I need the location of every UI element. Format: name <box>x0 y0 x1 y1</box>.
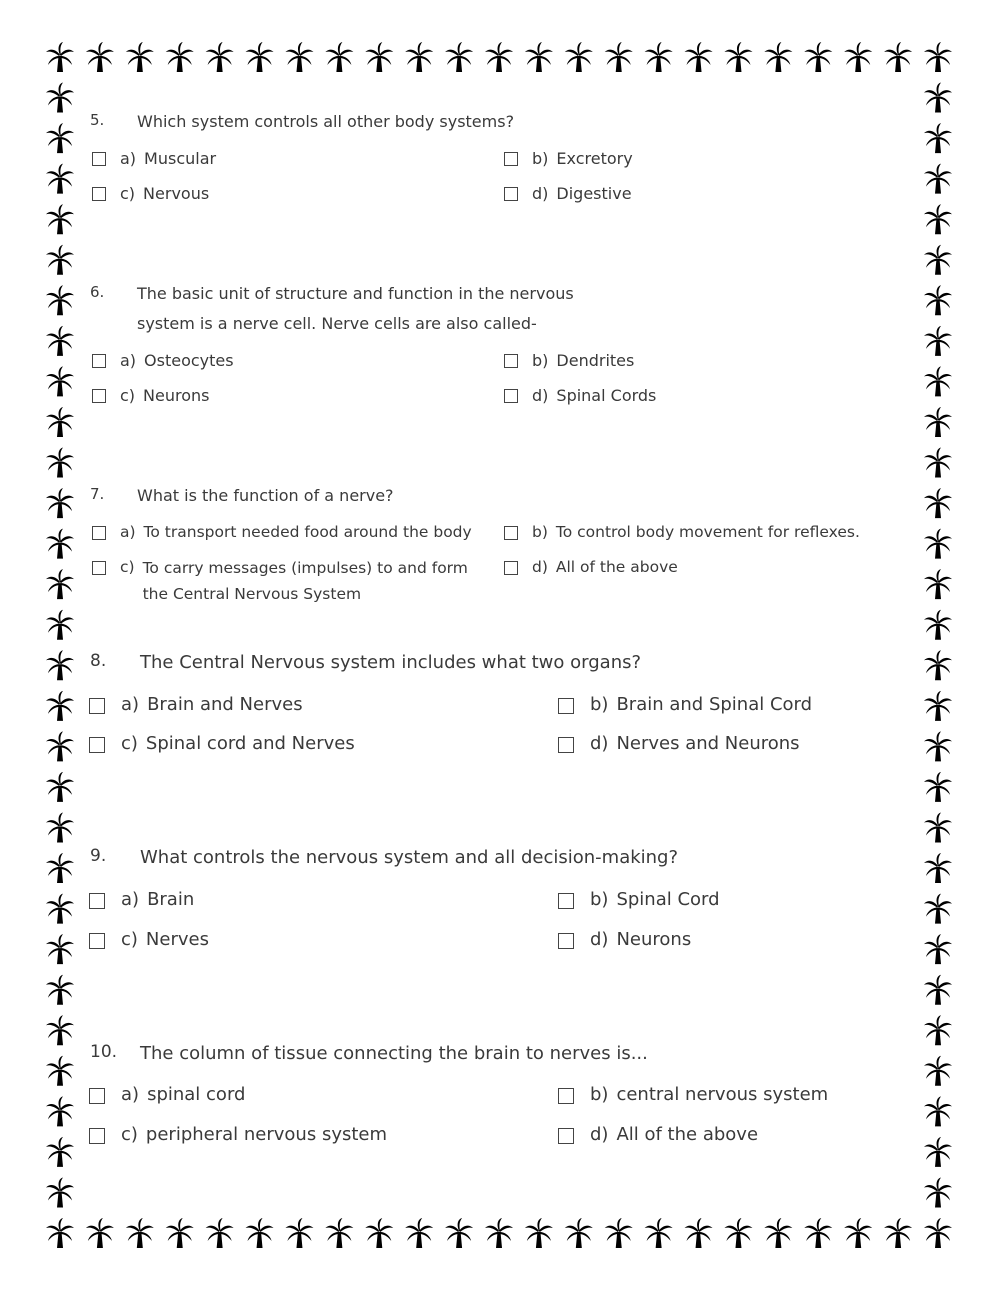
question-number: 9. <box>90 846 107 866</box>
palm-tree-icon <box>445 42 473 72</box>
option-text: Dendrites <box>556 351 635 370</box>
palm-tree-icon <box>724 1218 752 1248</box>
palm-tree-icon <box>645 1218 673 1248</box>
palm-tree-icon <box>325 42 353 72</box>
palm-tree-icon <box>86 42 114 72</box>
option-text: Nerves and Neurons <box>616 733 800 754</box>
palm-tree-icon <box>924 650 952 680</box>
option-a[interactable]: a) To transport needed food around the body <box>92 523 472 541</box>
option-a[interactable]: a) Muscular <box>92 149 216 168</box>
palm-tree-icon <box>46 529 74 559</box>
palm-tree-icon <box>924 1096 952 1126</box>
checkbox[interactable] <box>92 152 106 166</box>
option-c[interactable]: c) Spinal cord and Nerves <box>89 733 355 754</box>
palm-tree-icon <box>924 448 952 478</box>
option-text: Excretory <box>556 149 633 168</box>
palm-tree-icon <box>46 610 74 640</box>
palm-tree-icon <box>525 42 553 72</box>
option-text: Brain <box>147 889 195 910</box>
palm-tree-icon <box>46 204 74 234</box>
option-text: Osteocytes <box>144 351 234 370</box>
option-b[interactable]: b) Dendrites <box>504 351 634 370</box>
palm-tree-icon <box>924 569 952 599</box>
palm-tree-icon <box>924 204 952 234</box>
question-text-line-2: system is a nerve cell. Nerve cells are also called- <box>137 314 537 333</box>
option-text: Digestive <box>556 184 632 203</box>
palm-tree-icon <box>46 569 74 599</box>
palm-tree-icon <box>46 164 74 194</box>
option-text: peripheral nervous system <box>145 1124 388 1145</box>
palm-tree-icon <box>764 42 792 72</box>
palm-tree-icon <box>924 1137 952 1167</box>
checkbox[interactable] <box>558 1088 574 1104</box>
palm-tree-icon <box>166 42 194 72</box>
option-text: Nerves <box>145 929 209 950</box>
palm-tree-icon <box>46 448 74 478</box>
palm-tree-icon <box>46 42 74 72</box>
palm-tree-icon <box>46 1015 74 1045</box>
checkbox[interactable] <box>89 737 105 753</box>
palm-tree-icon <box>924 610 952 640</box>
option-text: To transport needed food around the body <box>143 523 472 541</box>
palm-tree-icon <box>46 285 74 315</box>
option-c[interactable]: c) Nervous <box>92 184 209 203</box>
question-number: 8. <box>90 651 107 671</box>
palm-tree-icon <box>924 812 952 842</box>
question-text: The Central Nervous system includes what two organs? <box>140 652 642 673</box>
option-text: To control body movement for reflexes. <box>555 523 860 541</box>
checkbox[interactable] <box>504 526 518 540</box>
option-text: Neurons <box>143 386 210 405</box>
palm-tree-icon <box>924 488 952 518</box>
palm-tree-icon <box>46 731 74 761</box>
question-number: 7. <box>90 485 105 503</box>
palm-tree-icon <box>46 123 74 153</box>
option-text: Muscular <box>144 149 217 168</box>
palm-tree-icon <box>206 42 234 72</box>
palm-tree-icon <box>325 1218 353 1248</box>
palm-tree-icon <box>844 42 872 72</box>
palm-tree-icon <box>46 894 74 924</box>
palm-tree-icon <box>46 1096 74 1126</box>
option-text: central nervous system <box>616 1084 829 1105</box>
checkbox[interactable] <box>558 893 574 909</box>
option-a[interactable]: a) Brain <box>89 889 194 910</box>
palm-tree-icon <box>485 42 513 72</box>
palm-tree-icon <box>46 83 74 113</box>
checkbox[interactable] <box>89 933 105 949</box>
option-d[interactable]: d) All of the above <box>504 558 678 576</box>
checkbox[interactable] <box>92 187 106 201</box>
checkbox[interactable] <box>504 152 518 166</box>
checkbox[interactable] <box>89 1088 105 1104</box>
option-text-line-2: the Central Nervous System <box>142 585 362 603</box>
palm-tree-icon <box>365 42 393 72</box>
palm-tree-icon <box>924 83 952 113</box>
palm-tree-icon <box>86 1218 114 1248</box>
option-text: Spinal Cords <box>556 386 657 405</box>
palm-tree-icon <box>246 1218 274 1248</box>
option-text: All of the above <box>616 1124 759 1145</box>
palm-tree-icon <box>764 1218 792 1248</box>
checkbox[interactable] <box>89 893 105 909</box>
palm-tree-icon <box>405 42 433 72</box>
checkbox[interactable] <box>92 526 106 540</box>
option-b[interactable]: b) Excretory <box>504 149 633 168</box>
palm-tree-icon <box>924 975 952 1005</box>
checkbox[interactable] <box>89 698 105 714</box>
palm-tree-icon <box>884 42 912 72</box>
palm-tree-icon <box>924 245 952 275</box>
palm-tree-icon <box>46 1137 74 1167</box>
palm-tree-icon <box>46 650 74 680</box>
palm-tree-icon <box>844 1218 872 1248</box>
palm-tree-icon <box>126 42 154 72</box>
option-text: Spinal Cord <box>616 889 720 910</box>
checkbox[interactable] <box>92 389 106 403</box>
checkbox[interactable] <box>89 1128 105 1144</box>
palm-tree-icon <box>46 326 74 356</box>
option-b[interactable]: b) Brain and Spinal Cord <box>558 694 812 715</box>
option-text: spinal cord <box>147 1084 246 1105</box>
option-d[interactable]: d) Digestive <box>504 184 632 203</box>
palm-tree-icon <box>46 407 74 437</box>
checkbox[interactable] <box>504 561 518 575</box>
palm-tree-icon <box>924 326 952 356</box>
palm-tree-icon <box>485 1218 513 1248</box>
option-d[interactable]: d) Neurons <box>558 929 691 950</box>
palm-tree-icon <box>924 164 952 194</box>
palm-tree-icon <box>924 731 952 761</box>
palm-tree-icon <box>285 42 313 72</box>
palm-tree-icon <box>724 42 752 72</box>
question-text: The column of tissue connecting the brain to nerves is... <box>140 1043 648 1064</box>
palm-tree-icon <box>924 529 952 559</box>
option-b[interactable]: b) Spinal Cord <box>558 889 720 910</box>
palm-tree-icon <box>246 42 274 72</box>
palm-tree-icon <box>924 366 952 396</box>
option-c[interactable]: c) peripheral nervous system <box>89 1124 387 1145</box>
palm-tree-icon <box>924 285 952 315</box>
option-c[interactable]: c) To carry messages (impulses) to and form the Central Nervous System <box>92 558 468 607</box>
option-a[interactable]: a) spinal cord <box>89 1084 245 1105</box>
palm-tree-icon <box>924 1015 952 1045</box>
option-a[interactable]: a) Brain and Nerves <box>89 694 303 715</box>
question-text: What is the function of a nerve? <box>137 486 394 505</box>
palm-tree-icon <box>46 1056 74 1086</box>
palm-tree-icon <box>924 691 952 721</box>
palm-tree-icon <box>924 1056 952 1086</box>
palm-tree-icon <box>285 1218 313 1248</box>
option-d[interactable]: d) Spinal Cords <box>504 386 656 405</box>
option-d[interactable]: d) Nerves and Neurons <box>558 733 800 754</box>
palm-tree-icon <box>445 1218 473 1248</box>
palm-tree-icon <box>46 934 74 964</box>
option-c[interactable]: c) Neurons <box>92 386 210 405</box>
option-text: All of the above <box>555 558 678 576</box>
palm-tree-icon <box>126 1218 154 1248</box>
palm-tree-icon <box>565 1218 593 1248</box>
palm-tree-icon <box>46 975 74 1005</box>
palm-tree-icon <box>924 772 952 802</box>
question-text-line-1: The basic unit of structure and function in the nervous <box>137 284 574 303</box>
option-text: Brain and Nerves <box>147 694 303 715</box>
checkbox[interactable] <box>504 354 518 368</box>
option-b[interactable]: b) To control body movement for reflexes. <box>504 523 860 541</box>
palm-tree-icon <box>565 42 593 72</box>
palm-tree-icon <box>46 1177 74 1207</box>
palm-tree-icon <box>365 1218 393 1248</box>
palm-tree-icon <box>605 42 633 72</box>
palm-tree-icon <box>605 1218 633 1248</box>
palm-tree-icon <box>46 853 74 883</box>
checkbox[interactable] <box>504 187 518 201</box>
palm-tree-icon <box>525 1218 553 1248</box>
question-text: What controls the nervous system and all decision-making? <box>140 847 679 868</box>
option-text: Nervous <box>143 184 210 203</box>
palm-tree-icon <box>884 1218 912 1248</box>
palm-tree-icon <box>206 1218 234 1248</box>
option-text: To carry messages (impulses) to and form <box>142 559 468 577</box>
palm-tree-icon <box>685 42 713 72</box>
palm-tree-icon <box>645 42 673 72</box>
question-number: 5. <box>90 111 105 129</box>
question-text: Which system controls all other body systems? <box>137 112 515 131</box>
option-text: Spinal cord and Nerves <box>145 733 355 754</box>
checkbox[interactable] <box>504 389 518 403</box>
palm-tree-icon <box>804 1218 832 1248</box>
option-b[interactable]: b) central nervous system <box>558 1084 828 1105</box>
palm-tree-icon <box>46 488 74 518</box>
palm-tree-icon <box>46 245 74 275</box>
option-c[interactable]: c) Nerves <box>89 929 209 950</box>
palm-tree-icon <box>924 42 952 72</box>
palm-tree-icon <box>804 42 832 72</box>
checkbox[interactable] <box>558 933 574 949</box>
palm-tree-icon <box>405 1218 433 1248</box>
palm-tree-icon <box>46 1218 74 1248</box>
palm-tree-icon <box>924 407 952 437</box>
palm-tree-icon <box>46 812 74 842</box>
palm-tree-icon <box>924 853 952 883</box>
checkbox[interactable] <box>92 561 106 575</box>
option-d[interactable]: d) All of the above <box>558 1124 758 1145</box>
checkbox[interactable] <box>558 737 574 753</box>
palm-tree-icon <box>46 772 74 802</box>
checkbox[interactable] <box>92 354 106 368</box>
checkbox[interactable] <box>558 698 574 714</box>
palm-tree-icon <box>685 1218 713 1248</box>
palm-tree-icon <box>46 366 74 396</box>
option-a[interactable]: a) Osteocytes <box>92 351 234 370</box>
palm-tree-icon <box>46 691 74 721</box>
palm-tree-icon <box>166 1218 194 1248</box>
option-text: Neurons <box>616 929 692 950</box>
question-number: 6. <box>90 283 105 301</box>
checkbox[interactable] <box>558 1128 574 1144</box>
palm-tree-icon <box>924 1177 952 1207</box>
question-number: 10. <box>90 1042 118 1062</box>
palm-tree-icon <box>924 1218 952 1248</box>
palm-tree-icon <box>924 934 952 964</box>
palm-tree-icon <box>924 123 952 153</box>
palm-tree-icon <box>924 894 952 924</box>
option-text: Brain and Spinal Cord <box>616 694 813 715</box>
